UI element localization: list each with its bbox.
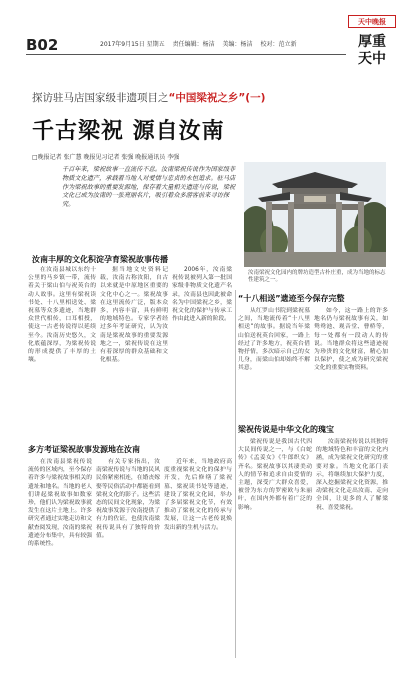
issue-proofreader: 校对：范立新	[260, 41, 297, 48]
article-kicker	[32, 90, 265, 105]
body-column	[238, 438, 312, 658]
paragraph: 如今，这一路上的许多地名仍与梁祝故事有关，如鸳鸯池、观音堂、曹桥等，每一处都有一段动人的传说。当地群众将这些遗迹视为珍贵的文化财富，精心加以保护，使之成为研究梁祝文化的重要实物资料。	[314, 308, 388, 372]
kicker-highlight: “中国梁祝之乡”(一)	[168, 92, 266, 104]
newspaper-logo: 天中晚报	[348, 15, 396, 28]
paragraph: 在汝南县梁祝传说流传的区域内，至今保存着许多与梁祝故事相关的遗址和地名。当地的老人们讲起梁祝故事如数家珍，他们认为梁祝故事就发生在这片土地上。许多研究者通过实地走访和文献查阅发现，汝南的梁祝遗迹分布集中，具有较强的系统性。	[28, 459, 92, 548]
issue-date: 2017年9月15日 星期五	[100, 41, 165, 48]
paragraph: 在汝南县城以东约十公里的马乡镇一带，流传着关于梁山伯与祝英台的动人故事。这里有梁祝读书处、十八里相送处、梁祝墓等众多遗迹，当地群众世代相传，口耳相授，使这一古老传说得以延续至今。汝南历史悠久，文化底蕴深厚，为梁祝传说的形成提供了丰厚的土壤。	[28, 267, 96, 364]
body-column	[238, 307, 310, 419]
body-column	[314, 307, 388, 419]
masthead	[348, 15, 396, 103]
memorial-arch-photo	[244, 162, 386, 267]
body-column	[316, 438, 388, 658]
kicker-prefix: 探访驻马店国家级非遗项目之	[32, 92, 169, 104]
arch-illustration	[244, 162, 386, 267]
paragraph: 汝南梁祝传说以其独特的地域特色和丰富的文化内涵，成为梁祝文化研究的重要对象。当地文化部门表示，将继续加大保护力度，深入挖掘梁祝文化资源，推动梁祝文化走出汝南、走向全国，让更多的人了解梁祝、喜爱梁祝。	[316, 439, 388, 511]
section-heading-farewell: “十八相送”遗迹至今保存完整	[238, 294, 345, 303]
article-headline: 千古梁祝 源自汝南	[32, 119, 225, 144]
issue-editor: 责任编辑：杨洁	[172, 41, 215, 48]
paragraph: 从红罗山书院到梁祝墓之间，当地流传着“十八里相送”的故事。据说当年梁山伯送祝英台回家，一路上经过了许多地方，祝英台借物抒情，多次暗示自己的女儿身，而梁山伯却始终不解其意。	[238, 308, 310, 372]
paragraph: 近年来，当地政府高度重视梁祝文化的保护与开发，先后修缮了梁祝墓、梁祝读书处等遗迹，建设了梁祝文化园，举办了多届梁祝文化节，有效推动了梁祝文化的传承与发展，让这一古老传说焕发出新的生机与活力。	[164, 459, 232, 531]
section-heading-culture: 汝南丰厚的文化积淀孕育梁祝故事传播	[32, 255, 168, 264]
paragraph: 据当地文史资料记载，汝南古称汝阳，自古以来就是中原地区重要的文化中心之一。梁祝故事在这里流传广泛，版本众多，内容丰富，具有鲜明的地域特色。专家学者经过多年考证研究，认为汝南是梁祝故事的重要发源地之一，梁祝传说在这里有着深厚的群众基础和文化根基。	[100, 267, 168, 364]
article-byline: □晚报记者 张广慧 晚报见习记者 张强 晚报通讯员 李强	[32, 154, 180, 161]
issue-designer: 美编：杨洁	[222, 41, 253, 48]
page-header	[0, 0, 415, 82]
paragraph: 2006年，汝南梁祝传说被列入第一批国家级非物质文化遗产名录，汝南县也因此被命名为中国梁祝之乡，梁祝文化的保护与传承工作由此进入新的阶段。	[172, 267, 232, 323]
body-column	[28, 266, 96, 440]
body-column	[164, 458, 232, 658]
section-name-line2: 天中	[358, 51, 386, 67]
paragraph: 梁祝传说是我国古代四大民间传说之一，与《白蛇传》《孟姜女》《牛郎织女》齐名。梁祝故事以其凄美动人的情节和追求自由爱情的主题，深受广大群众喜爱，被誉为东方的罗密欧与朱丽叶，在国内外都有着广泛的影响。	[238, 439, 312, 511]
issue-info	[100, 39, 302, 48]
article-lead: 千百年来，梁祝故事一直流传不息。汝南梁祝传说作为国家级非物质文化遗产，承载着当地人对爱情与忠贞的永恒追求。驻马店作为梁祝故事的重要发源地，保存着大量相关遗迹与传说，梁祝文化已成为汝南的一张亮丽名片，吸引着众多游客前来寻访探究。	[62, 166, 236, 209]
photo-caption: 汝南梁祝文化园内的牌坊造型古朴庄重，成为当地的标志性建筑之一。	[248, 270, 386, 283]
column-divider	[235, 290, 236, 658]
header-rule	[26, 54, 346, 55]
body-column	[100, 266, 168, 440]
page-code: B02	[26, 36, 59, 54]
body-column	[96, 458, 160, 658]
body-column	[28, 458, 92, 658]
section-heading-origin: 多方考证梁祝故事发源地在汝南	[28, 445, 140, 454]
body-column	[172, 266, 232, 376]
section-name-line1: 厚重	[358, 34, 386, 50]
section-heading-treasure: 梁祝传说是中华文化的瑰宝	[238, 425, 334, 434]
paragraph: 有关专家指出，汝南梁祝传说与当地的民风民俗紧密相连，在婚丧嫁娶等民俗活动中都能看到梁祝文化的影子。这些活态的民间文化现象，为梁祝故事发源于汝南提供了有力的佐证，也使汝南梁祝传说具有了独特的价值。	[96, 459, 160, 539]
